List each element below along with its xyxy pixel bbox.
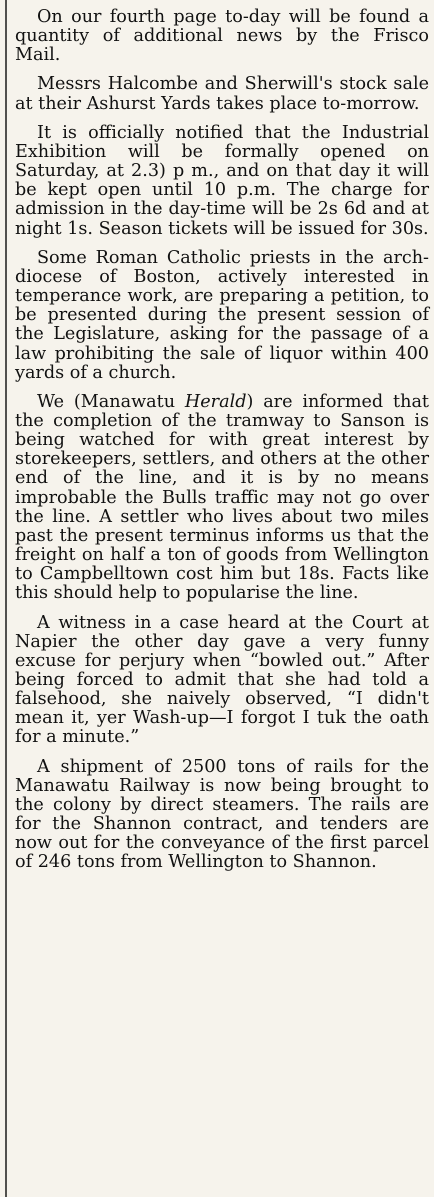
paragraph-rails-shipment: A shipment of 2500 tons of rails for the Manawatu Railway is now being brought to the colony by direct steamers. The rails are for the Shannon contract, and tenders are now out for the conveyance of the first parcel of 246 tons from Wellington to Shannon. [15,756,429,873]
paragraph-boston-priests: Some Roman Catholic priests in the arch-diocese of Boston, actively interested in temperance work, are preparing a petition, to be presented during the present session of the Legislature, asking for the passage of a law prohibiting the sale of liquor within 400 yards of a church. [15,247,429,383]
paragraph-stock-sale: Messrs Halcombe and Sherwill's stock sale at their Ashurst Yards takes place to-morrow. [15,74,429,114]
paragraph-industrial-exhibition: It is officially notified that the Industrial Exhibition will be formally opened on Saturday, at 2.3) p m., and on that day it will be kept open until 10 p.m. The charge for admission in the day-time will be 2s 6d and at night 1s. Season tickets will be issued for 30s. [15,122,429,239]
tramway-text-after: ) are informed that the completion of the tramway to Sanson is being watched for with great interest by storekeepers, settlers, and others at the other end of the line, and it is by no means improbable the Bulls traffic may not go over the line. A settler who lives about two miles past the present terminus informs us that the freight on half a ton of goods from Wellington to Campbelltown cost him but 18s. Facts like this should help to popularise the line. [15,391,429,604]
paragraph-frisco-mail: On our fourth page to-day will be found a quantity of additional news by the Frisco Mail. [15,7,429,66]
paragraph-manawatu-tramway [15,393,429,604]
tramway-text-before: We (Manawatu [37,391,185,412]
paragraph-napier-witness: A witness in a case heard at the Court at Napier the other day gave a very funny excuse for perjury when “bowled out.” After being forced to admit that she had told a falsehood, she naively observed, “I didn't mean it, yer Wash-up—I forgot I tuk the oath for a minute.” [15,612,429,748]
news-column [15,8,429,873]
herald-italic: Herald [184,391,247,412]
column-rule [5,0,7,1197]
